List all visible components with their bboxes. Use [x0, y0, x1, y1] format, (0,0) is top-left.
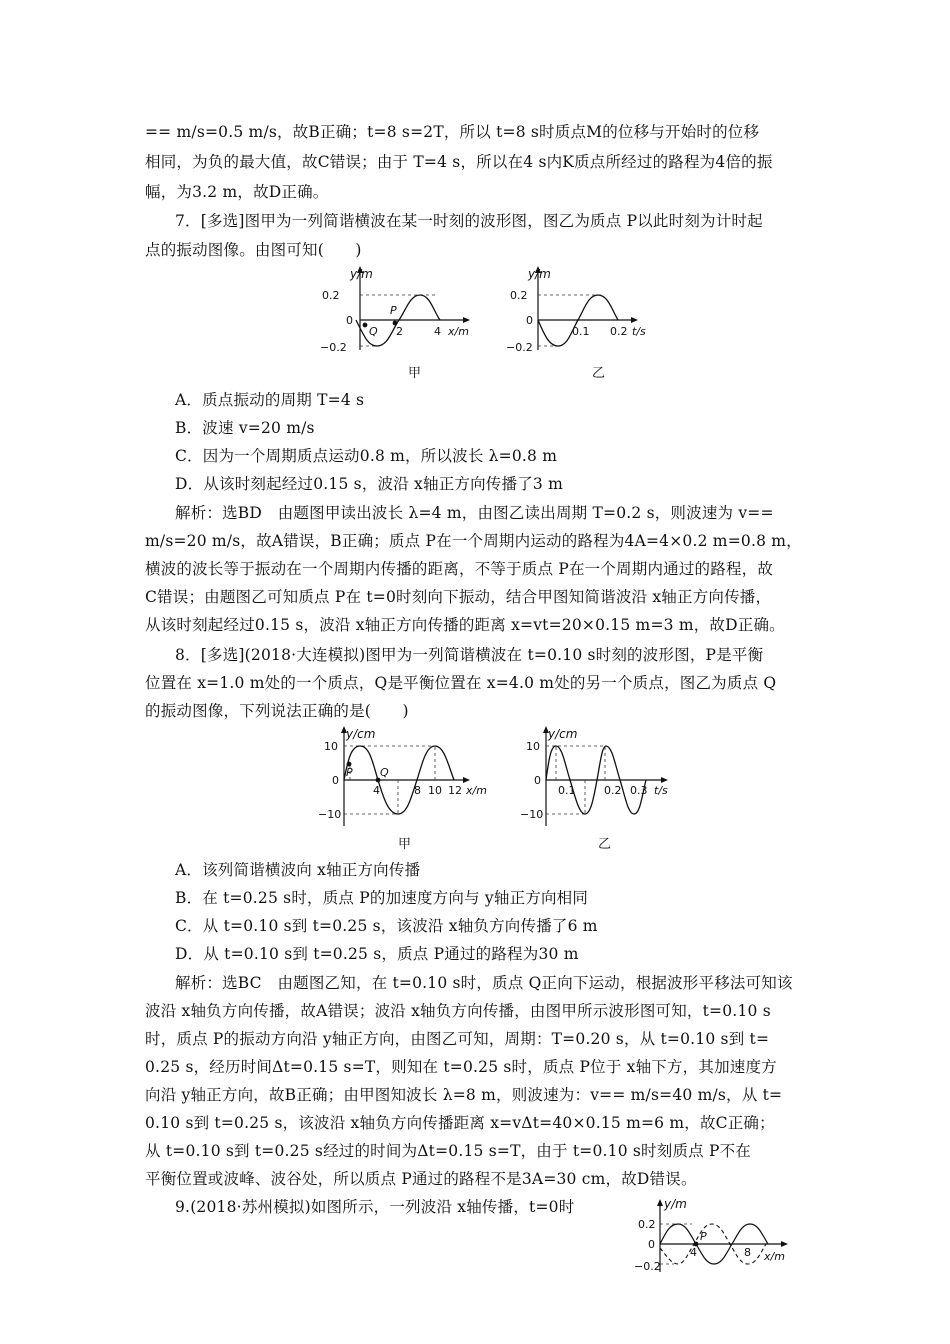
solution-line: 波沿 x轴负方向传播，故A错误；波沿 x轴负方向传播，由图甲所示波形图可知，t=0.10 s — [145, 1002, 771, 1020]
point-label-q: Q — [369, 325, 378, 338]
solution-line: 时，质点 P的振动方向沿 y轴正方向，由图乙可知，周期：T=0.20 s，从 t=0.10 s到 t= — [145, 1030, 770, 1048]
solution-line: 平衡位置或波峰、波谷处，所以质点 P通过的路程不是3A=30 cm，故D错误。 — [145, 1170, 697, 1188]
x-tick: 4 — [434, 325, 441, 338]
solution-line: 横波的波长等于振动在一个周期内传播的距离，不等于质点 P在一个周期内通过的路程，故 — [145, 560, 774, 578]
figure-caption: 甲 — [408, 366, 422, 381]
figure-9-wave-graph — [634, 1198, 824, 1282]
y-tick: −10 — [520, 808, 544, 821]
y-tick: 0.2 — [638, 1218, 656, 1231]
x-tick: 0.1 — [572, 325, 590, 338]
text-line: == m/s=0.5 m/s，故B正确；t=8 s=2T，所以 t=8 s时质点M的位移与开始时的位移 — [145, 123, 760, 141]
point-label-p: P — [700, 1230, 707, 1243]
figure-caption: 乙 — [592, 366, 606, 381]
y-tick: 0 — [648, 1238, 655, 1251]
question-9-stem: 9.(2018·苏州模拟)如图所示，一列波沿 x轴传播，t=0时 — [175, 1198, 575, 1216]
figure-caption: 乙 — [598, 837, 612, 852]
y-axis-label: y/m — [350, 267, 373, 281]
text-line: 点的振动图像。由图可知( ) — [145, 241, 362, 259]
x-tick: 12 — [448, 784, 462, 797]
option-d: D．从 t=0.10 s到 t=0.25 s，质点 P通过的路程为30 m — [175, 945, 579, 963]
figure-7-wave-graph — [320, 262, 480, 386]
x-tick: 0.3 — [630, 784, 648, 797]
option-b: B．在 t=0.25 s时，质点 P的加速度方向与 y轴正方向相同 — [175, 889, 589, 907]
x-tick: 0.2 — [610, 325, 628, 338]
y-tick: 0.2 — [510, 289, 528, 302]
solution-line: C错误；由题图乙可知质点 P在 t=0时刻向下振动，结合甲图知简谐波沿 x轴正方向传播， — [145, 588, 772, 606]
figure-8-vibration-graph — [518, 724, 693, 856]
point-label-q: Q — [380, 766, 389, 779]
y-tick: −0.2 — [506, 341, 533, 354]
figure-caption: 甲 — [398, 837, 412, 852]
x-axis-label: x/m — [764, 1250, 785, 1263]
solution-line: 0.25 s，经历时间Δt=0.15 s=T，则知在 t=0.25 s时，质点 P位于 x轴下方，其加速度方 — [145, 1058, 777, 1076]
y-tick: 0 — [534, 774, 541, 787]
x-axis-label: t/s — [654, 784, 668, 797]
option-a: A．该列简谐横波向 x轴正方向传播 — [175, 861, 421, 879]
y-axis-label: y/cm — [548, 727, 578, 741]
solution-line: 0.10 s到 t=0.25 s，该波沿 x轴负方向传播距离 x=vΔt=40×0.15 m=6 m，故C正确； — [145, 1114, 775, 1132]
x-tick: 0.2 — [604, 784, 622, 797]
x-tick: 2 — [396, 325, 403, 338]
figure-8-wave-graph — [318, 724, 503, 856]
x-tick: 4 — [373, 784, 380, 797]
option-d: D．从该时刻起经过0.15 s，波沿 x轴正方向传播了3 m — [175, 475, 563, 493]
solution-line: 解析：选BC 由题图乙知，在 t=0.10 s时，质点 Q正向下运动，根据波形平移法可知该 — [175, 974, 793, 992]
y-tick: −0.2 — [320, 341, 347, 354]
y-tick: 10 — [324, 740, 338, 753]
question-8-stem: 8．[多选](2018·大连模拟)图甲为一列简谐横波在 t=0.10 s时刻的波形图，P是平衡 — [175, 646, 764, 664]
solution-line: 从该时刻起经过0.15 s，波沿 x轴正方向传播的距离 x=vt=20×0.15 m=3 m，故D正确。 — [145, 616, 785, 634]
figure-7-vibration-graph — [506, 262, 666, 386]
y-axis-label: y/cm — [346, 727, 376, 741]
option-a: A．质点振动的周期 T=4 s — [175, 391, 365, 409]
y-tick: −10 — [318, 808, 342, 821]
option-b: B．波速 v=20 m/s — [175, 419, 315, 437]
solution-line: 解析：选BD 由题图甲读出波长 λ=4 m，由图乙读出周期 T=0.2 s，则波速为 v== — [175, 504, 774, 522]
x-tick: 8 — [414, 784, 421, 797]
x-tick: 10 — [428, 784, 442, 797]
solution-line: m/s=20 m/s，故A错误，B正确；质点 P在一个周期内运动的路程为4A=4×0.2 m=0.8 m， — [145, 532, 802, 550]
x-axis-label: x/m — [466, 784, 487, 797]
solution-line: 从 t=0.10 s到 t=0.25 s经过的时间为Δt=0.15 s=T，由于 t=0.10 s时刻质点 P不在 — [145, 1142, 751, 1160]
x-axis-label: t/s — [632, 325, 646, 338]
y-tick: 0 — [346, 314, 353, 327]
y-tick: 10 — [526, 740, 540, 753]
text-line: 相同，为负的最大值，故C错误；由于 T=4 s，所以在4 s内K质点所经过的路程为4倍的振 — [145, 153, 773, 171]
text-line: 位置在 x=1.0 m处的一个质点，Q是平衡位置在 x=4.0 m处的另一个质点，图乙为质点 Q — [145, 674, 777, 692]
y-tick: 0 — [526, 314, 533, 327]
question-7-stem: 7．[多选]图甲为一列简谐横波在某一时刻的波形图，图乙为质点 P以此时刻为计时起 — [175, 212, 763, 230]
y-axis-label: y/m — [664, 1197, 687, 1211]
y-tick: 0.2 — [322, 289, 340, 302]
option-c: C．从 t=0.10 s到 t=0.25 s，该波沿 x轴负方向传播了6 m — [175, 917, 598, 935]
x-tick: 8 — [744, 1246, 751, 1259]
y-tick: −0.2 — [634, 1260, 661, 1273]
point-label-p: P — [346, 766, 353, 779]
x-axis-label: x/m — [448, 325, 469, 338]
y-tick: 0 — [332, 774, 339, 787]
x-tick: 0.1 — [558, 784, 576, 797]
option-c: C．因为一个周期质点运动0.8 m，所以波长 λ=0.8 m — [175, 447, 558, 465]
x-tick: 4 — [690, 1246, 697, 1259]
text-line: 幅，为3.2 m，故D正确。 — [145, 183, 329, 201]
solution-line: 向沿 y轴正方向，故B正确；由甲图知波长 λ=8 m，则波速为：v== m/s=40 m/s，从 t= — [145, 1086, 783, 1104]
y-axis-label: y/m — [528, 267, 551, 281]
point-label-p: P — [390, 304, 397, 317]
text-line: 的振动图像，下列说法正确的是( ) — [145, 702, 409, 720]
